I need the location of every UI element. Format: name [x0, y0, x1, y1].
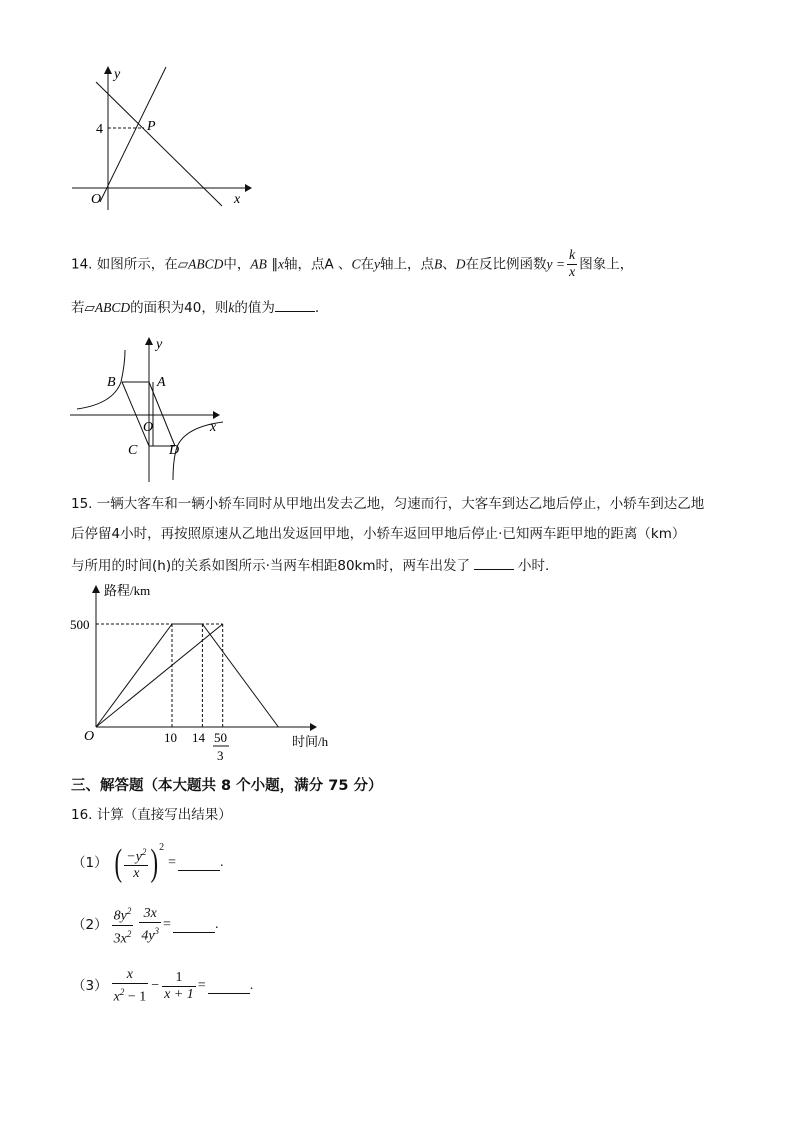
denominator: x: [569, 265, 576, 280]
parallelogram-symbol: ▱: [177, 256, 189, 273]
question-16-label: 16. 计算（直接写出结果）: [71, 807, 232, 823]
text: 如图所示，在: [96, 256, 178, 273]
part-label: （1）: [72, 855, 108, 871]
figure-14: [65, 332, 230, 487]
outer-exponent: 2: [159, 842, 165, 853]
numerator: [124, 844, 148, 867]
question-14-line-1: [71, 248, 633, 281]
denominator: [112, 926, 134, 948]
numerator: x: [112, 967, 149, 984]
tick-label-4: 4: [96, 122, 103, 137]
num-text: −y: [126, 849, 142, 865]
y-axis-label: y: [114, 67, 121, 82]
chart-marks: [96, 624, 278, 727]
label-a: A: [157, 375, 166, 390]
question-16-part-3: [72, 966, 253, 1006]
text: 小时.: [518, 558, 550, 574]
x-tick-frac-den: 3: [217, 748, 224, 763]
y-axis-arrow: [92, 585, 100, 593]
text: 的面积为40，则: [130, 300, 229, 316]
period: .: [314, 300, 320, 316]
equals: =: [168, 855, 176, 870]
y-axis-arrow: [104, 66, 112, 74]
text: 轴上，点: [380, 256, 435, 273]
text: 中，: [223, 256, 251, 273]
distance-time-chart: [60, 580, 350, 765]
den-rest: − 1: [124, 989, 147, 1005]
question-16-part-2: [72, 905, 218, 945]
point-b: B: [434, 256, 443, 272]
parallelogram-symbol: ▱: [84, 300, 95, 316]
right-paren: ): [150, 842, 159, 884]
parallel-symbol: ∥: [271, 256, 278, 273]
den-text: 4y: [141, 928, 155, 944]
function-lhs: y =: [546, 256, 565, 272]
equals: =: [163, 917, 171, 932]
period: .: [249, 978, 254, 993]
denominator: x + 1: [164, 986, 194, 1002]
fraction-1: [112, 903, 134, 947]
origin-label: O: [91, 192, 102, 207]
answer-blank[interactable]: [208, 979, 250, 994]
origin-label: O: [84, 729, 95, 744]
point-d: D: [455, 256, 466, 272]
hyperbola-branch-left: [77, 350, 125, 409]
numerator: 1: [162, 970, 196, 987]
answer-blank[interactable]: [275, 297, 315, 312]
text: 在反比例函数: [465, 256, 547, 273]
answer-blank[interactable]: [178, 856, 220, 871]
text: 在: [360, 256, 375, 273]
y-axis-arrow: [145, 337, 153, 345]
period: .: [214, 917, 219, 932]
k-var: k: [228, 300, 235, 315]
label-y: y: [156, 337, 163, 352]
text: 与所用的时间(h)的关系如图所示·当两车相距80km时，两车出发了: [71, 558, 471, 574]
question-15-line-2: 后停留4小时，再按照原速从乙地出发返回甲地，小轿车返回甲地后停止·已知两车距甲地的距离（km）: [71, 526, 686, 542]
denominator: [112, 984, 149, 1006]
den-text: 3x: [113, 931, 127, 947]
point-label-p: P: [147, 119, 156, 134]
x-tick-14: 14: [192, 730, 205, 745]
denominator: x: [133, 866, 140, 882]
question-number: 14.: [71, 256, 93, 273]
y-var: y: [374, 256, 381, 272]
den-var: x: [113, 989, 120, 1005]
period: .: [219, 855, 224, 870]
x-axis-arrow: [310, 723, 317, 731]
decreasing-line: [96, 82, 222, 206]
fraction-k-over-x: [567, 248, 577, 281]
question-14-line-2: [71, 297, 319, 318]
exponent: 2: [126, 905, 132, 916]
exponent: 3: [154, 925, 160, 936]
y-tick-500: 500: [70, 617, 90, 632]
series-1-segment-0: [96, 624, 223, 727]
label-d: D: [169, 443, 180, 458]
numerator: [112, 903, 134, 926]
label-o: O: [143, 420, 154, 435]
fraction: [124, 844, 148, 883]
point-c: C: [351, 256, 361, 272]
part-label: （3）: [72, 978, 108, 994]
fraction-1: [112, 967, 149, 1006]
minus: −: [151, 978, 160, 993]
fraction-2: [162, 970, 196, 1003]
label-c: C: [128, 443, 138, 458]
question-15-line-1: 15. 一辆大客车和一辆小轿车同时从甲地出发去乙地，匀速而行，大客车到达乙地后停止，小轿车到达乙地: [71, 496, 705, 512]
num-text: 8y: [113, 908, 127, 924]
x-axis-arrow: [245, 184, 252, 192]
text: 若: [71, 300, 85, 316]
exponent: 2: [141, 846, 147, 857]
exponent: 2: [119, 986, 125, 997]
figure-13: [60, 62, 260, 212]
answer-blank[interactable]: [173, 918, 215, 933]
question-16-part-1: [72, 842, 223, 884]
segment-cb: [122, 382, 149, 446]
answer-blank[interactable]: [474, 555, 514, 570]
exponent: 2: [126, 928, 132, 939]
x-var: x: [277, 256, 284, 272]
x-tick-10: 10: [164, 730, 177, 745]
segment-ab: AB: [250, 256, 267, 272]
line-through-origin: [100, 67, 166, 202]
text: 轴，点A 、: [283, 256, 352, 273]
fraction-2: [139, 906, 161, 945]
x-tick-frac-num: 50: [214, 730, 227, 745]
denominator: [139, 923, 161, 945]
x-axis-label: 时间/h: [292, 734, 329, 749]
numerator: 3x: [139, 906, 161, 923]
text: 、: [442, 256, 456, 273]
x-axis-arrow: [213, 411, 220, 419]
series-0-segment-2: [202, 624, 278, 727]
equals: =: [197, 978, 206, 993]
text: 的值为: [234, 300, 275, 316]
question-15-line-3: [71, 555, 549, 576]
left-paren: (: [114, 842, 122, 884]
numerator: k: [569, 248, 576, 263]
y-axis-label: 路程/km: [104, 583, 151, 598]
section-heading: 三、解答题（本大题共 8 个小题，满分 75 分）: [71, 778, 383, 794]
part-label: （2）: [72, 917, 108, 933]
label-b: B: [107, 375, 116, 390]
shape-name: ABCD: [188, 256, 224, 272]
label-x: x: [210, 420, 217, 435]
text: 图象上，: [579, 256, 634, 273]
series-0-segment-0: [96, 624, 172, 727]
shape-name: ABCD: [94, 300, 131, 315]
x-axis-label: x: [234, 192, 241, 207]
